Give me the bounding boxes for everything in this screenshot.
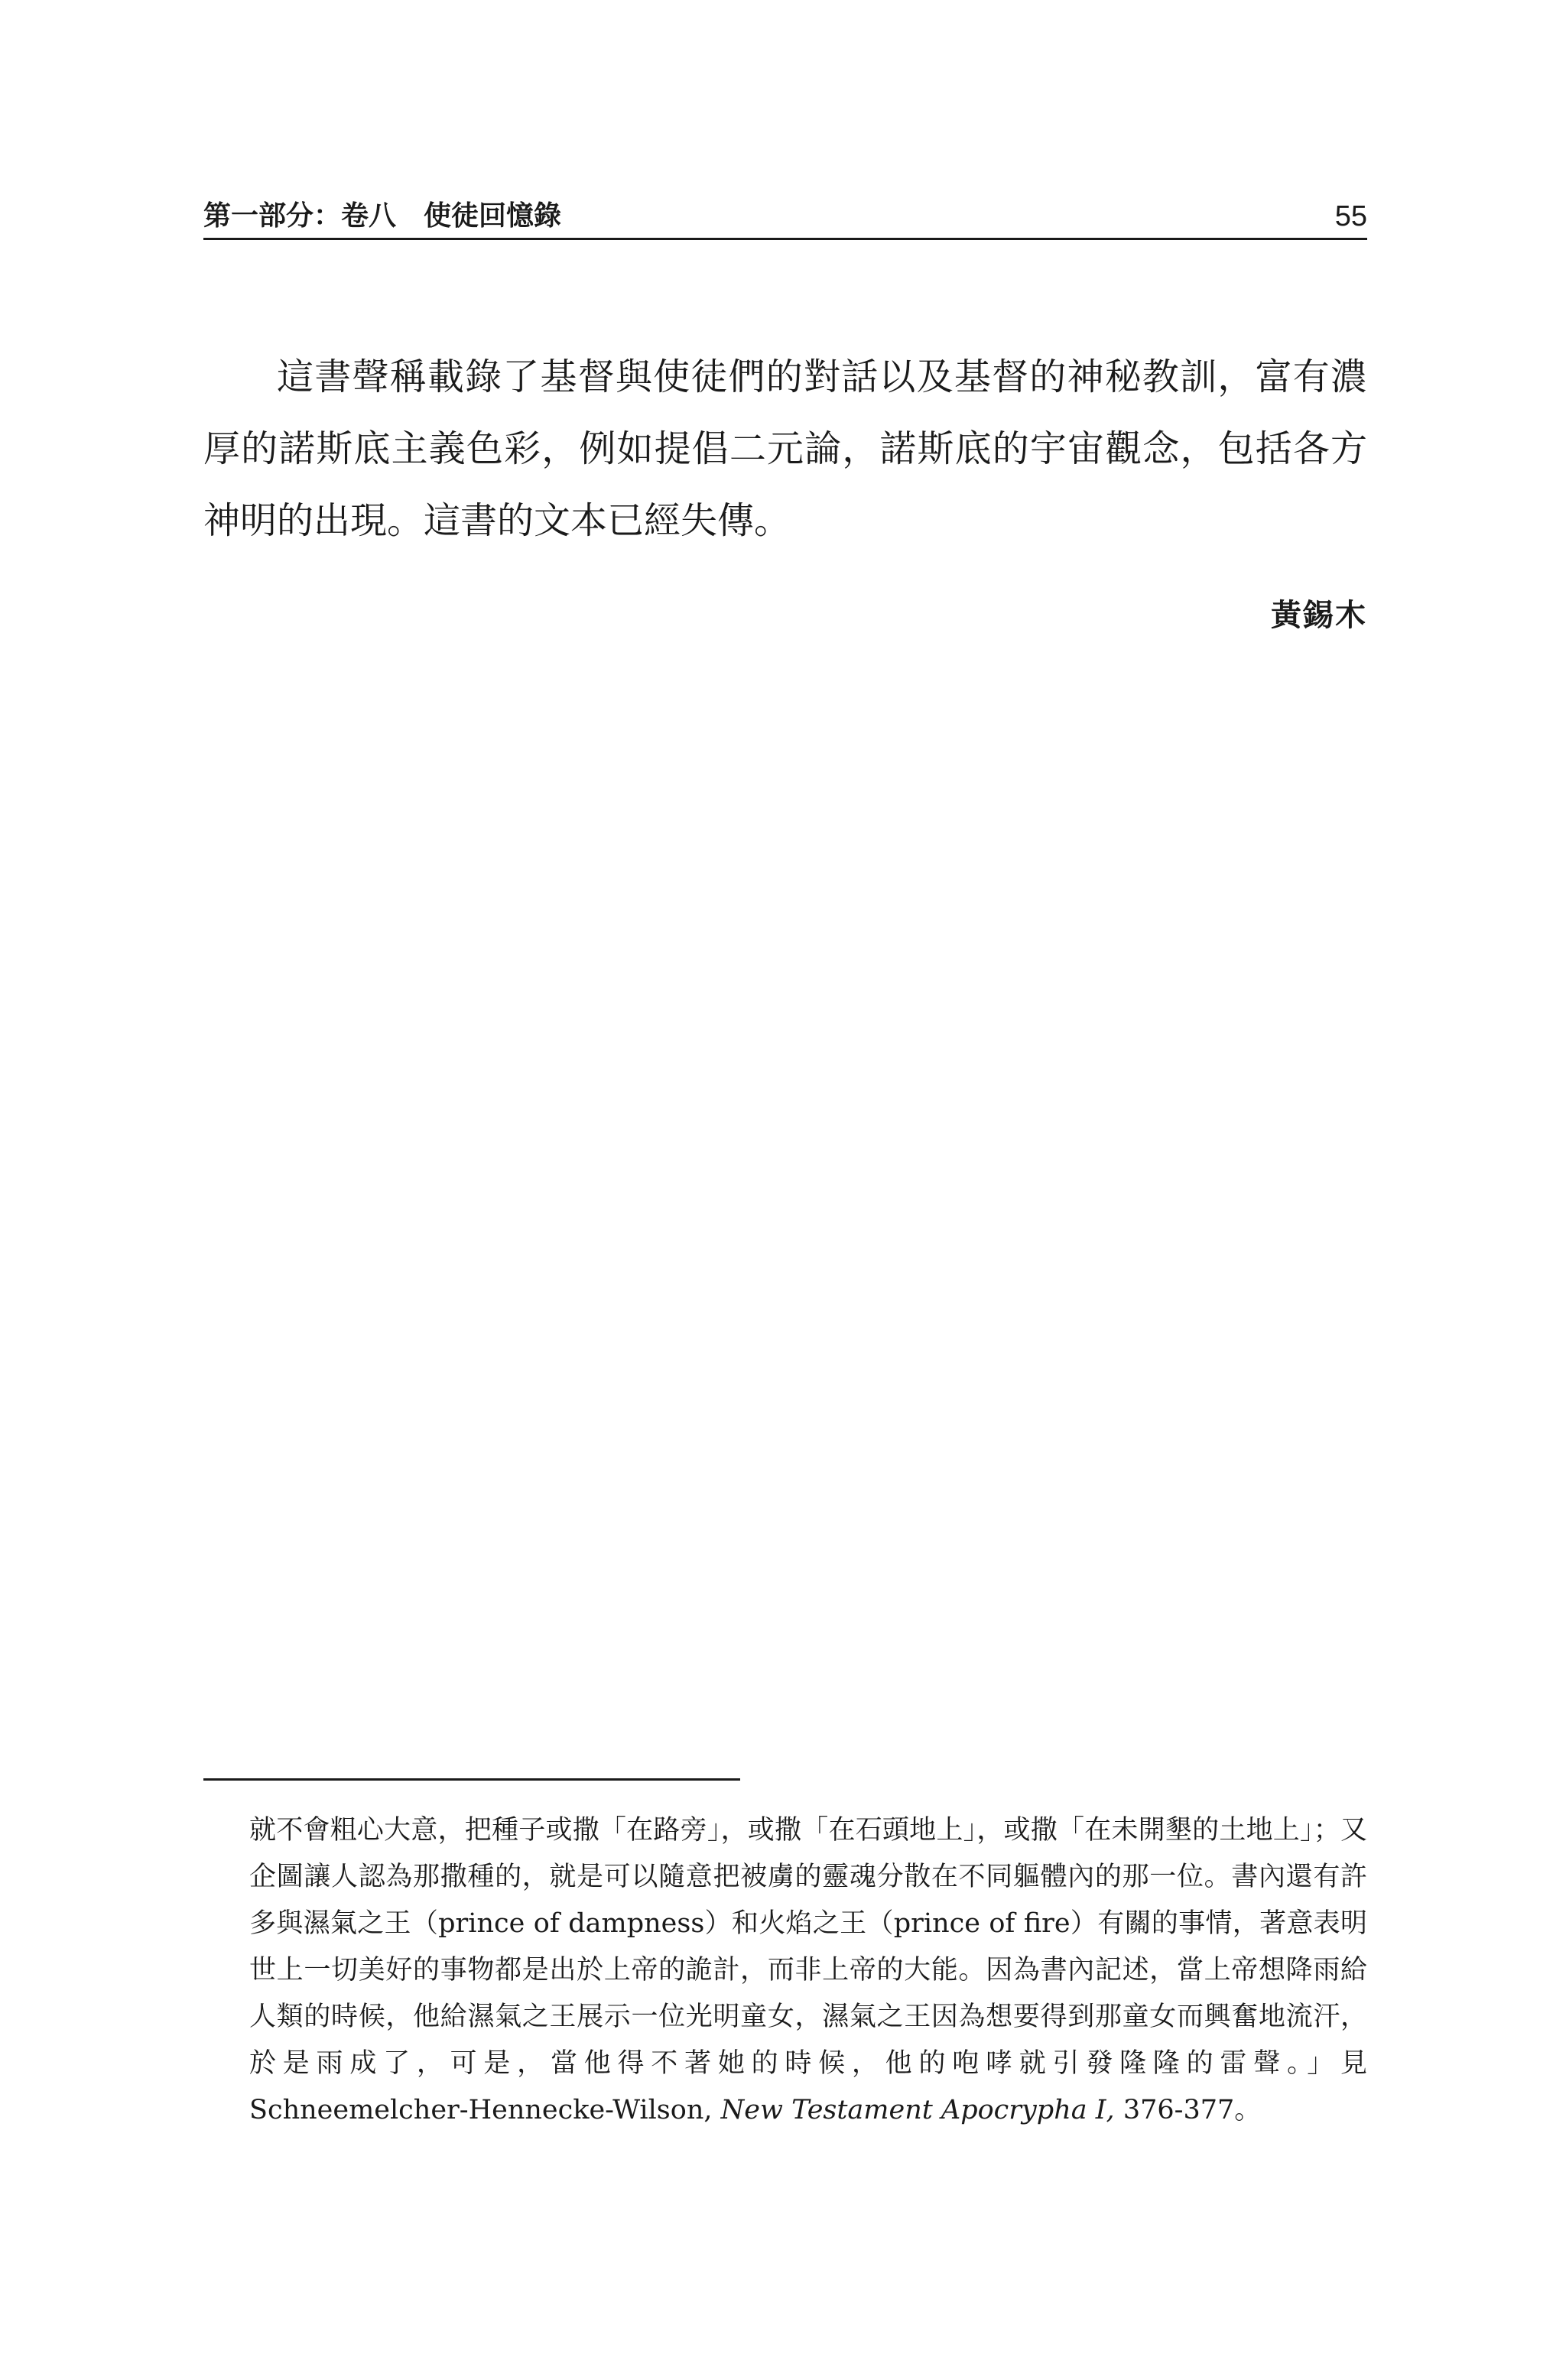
running-header-title: 第一部分：卷八 使徒回憶錄 bbox=[203, 200, 562, 232]
footnote-book-title: New Testament Apocrypha I, bbox=[720, 2095, 1115, 2125]
footnote-pages: 376-377。 bbox=[1114, 2095, 1262, 2125]
running-header bbox=[203, 197, 1367, 240]
page-number: 55 bbox=[1334, 200, 1367, 232]
author-signature: 黃錫木 bbox=[1271, 598, 1367, 633]
footnote bbox=[249, 1807, 1367, 2134]
footnote-text: 就不會粗心大意，把種子或撒「在路旁」，或撒「在石頭地上」，或撒「在未開墾的土地上」；又企圖讓人認為那撒種的，就是可以隨意把被虜的靈魂分散在不同軀體內的那一位。書內還有許多與濕氣之王（prince of dampness）和火焰之王（prince of fire）有關的事情，著意表明世上一切美好的事物都是出於上帝的詭計，而非上帝的大能。因為書內記述，當上帝想降雨給人類的時候，他給濕氣之王展示一位光明童女，濕氣之王因為想要得到那童女而興奮地流汗，於是雨成了，可是，當他得不著她的時候，他的咆哮就引發隆隆的雷聲。」見 Schneemelcher-Hennecke-Wilson, bbox=[249, 1815, 1367, 2125]
main-text bbox=[203, 341, 1367, 557]
footnote-paragraph bbox=[249, 1807, 1367, 2134]
body-paragraph: 這書聲稱載錄了基督與使徒們的對話以及基督的神秘教訓，富有濃厚的諾斯底主義色彩，例如提倡二元論，諾斯底的宇宙觀念，包括各方神明的出現。這書的文本已經失傳。 bbox=[203, 356, 1367, 542]
footnote-divider bbox=[203, 1778, 740, 1781]
